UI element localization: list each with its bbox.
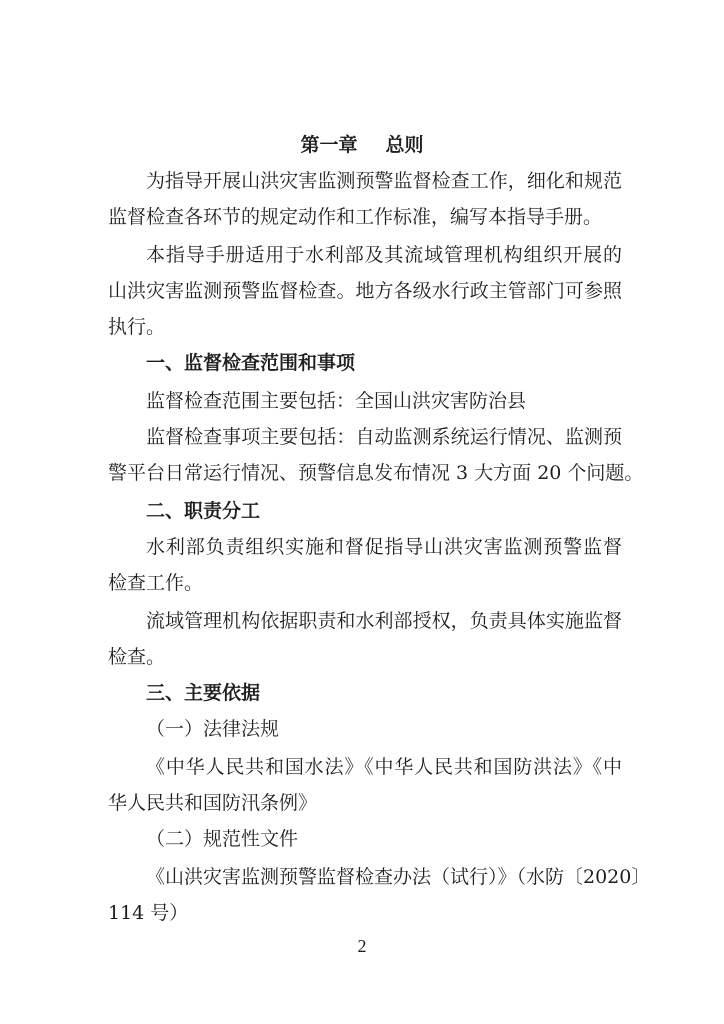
page-number: 2	[357, 936, 367, 956]
chapter-number: 第一章	[300, 134, 358, 156]
subsection-heading-2: （二）规范性文件	[146, 828, 299, 850]
paragraph-6-line-1: 流域管理机构依据职责和水利部授权，负责具体实施监督	[146, 610, 622, 632]
paragraph-3-line-1: 监督检查范围主要包括：全国山洪灾害防治县	[146, 390, 527, 412]
paragraph-4-line-2: 警平台日常运行情况、预警信息发布情况 3 大方面 20 个问题。	[108, 462, 644, 484]
paragraph-2-line-2: 山洪灾害监测预警监督检查。地方各级水行政主管部门可参照	[108, 280, 622, 302]
paragraph-8-line-1: 《山洪灾害监测预警监督检查办法（试行）》（水防〔2020〕	[146, 866, 651, 888]
paragraph-5-line-1: 水利部负责组织实施和督促指导山洪灾害监测预警监督	[146, 536, 622, 558]
paragraph-6-line-2: 检查。	[108, 646, 166, 668]
paragraph-2-line-1: 本指导手册适用于水利部及其流域管理机构组织开展的	[146, 244, 622, 266]
subsection-heading-1: （一）法律法规	[146, 718, 280, 740]
paragraph-5-line-2: 检查工作。	[108, 572, 204, 594]
paragraph-1-line-2: 监督检查各环节的规定动作和工作标准，编写本指导手册。	[108, 206, 603, 228]
paragraph-8-line-2: 114 号）	[108, 902, 189, 924]
paragraph-4-line-1: 监督检查事项主要包括：自动监测系统运行情况、监测预	[146, 426, 622, 448]
section-heading-1: 一、监督检查范围和事项	[146, 352, 356, 374]
paragraph-2-line-3: 执行。	[108, 316, 166, 338]
section-heading-2: 二、职责分工	[146, 500, 261, 522]
paragraph-1-line-1: 为指导开展山洪灾害监测预警监督检查工作，细化和规范	[146, 170, 622, 192]
section-heading-3: 三、主要依据	[146, 682, 261, 704]
chapter-title	[0, 128, 724, 162]
paragraph-7-line-1: 《中华人民共和国水法》《中华人民共和国防洪法》《中	[146, 756, 622, 778]
chapter-name: 总则	[385, 134, 424, 156]
paragraph-7-line-2: 华人民共和国防汛条例》	[108, 792, 318, 814]
